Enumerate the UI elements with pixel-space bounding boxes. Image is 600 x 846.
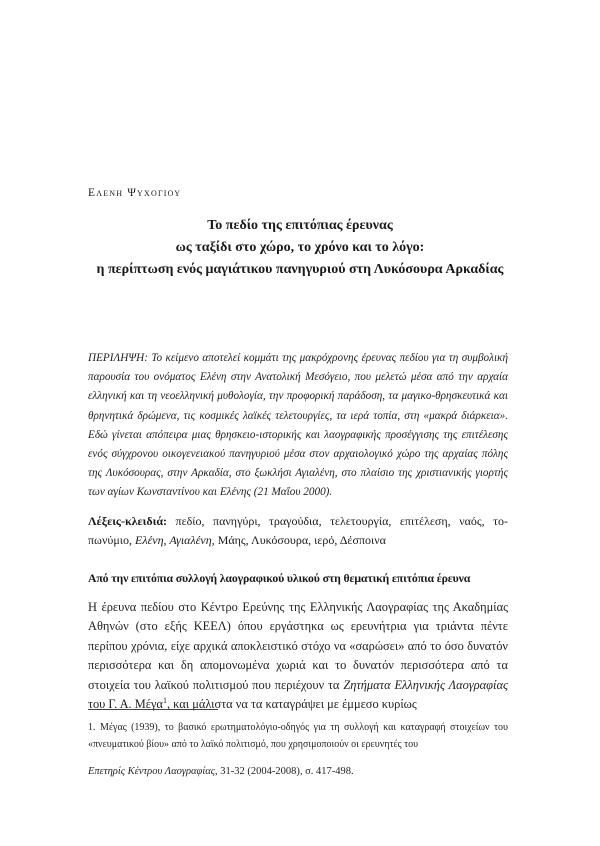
title-line-1: Το πεδίο της επιτόπιας έρευνας bbox=[207, 218, 393, 233]
title-line-3: η περίπτωση ενός μαγιάτικου πανηγυριού στη Λυκόσουρα Αρκαδίας bbox=[96, 262, 504, 277]
journal-name: Επετηρίς Κέντρου Λαογραφίας bbox=[88, 766, 216, 777]
author-name: Ελενη Ψυχογιου bbox=[88, 187, 182, 199]
keywords-text-b: Μάης, Λυκόσουρα, ιερό, Δέσποινα bbox=[214, 533, 386, 547]
footnote-divider bbox=[88, 709, 218, 710]
journal-details: , 31-32 (2004-2008), σ. 417-498. bbox=[215, 766, 354, 777]
section-heading: Από την επιτόπια συλλογή λαογραφικού υλικού στη θεματική επιτόπια έρευνα bbox=[88, 571, 471, 585]
body-text-b: του Γ. Α. Μέγα bbox=[88, 697, 163, 712]
body-text-c: , και μάλιστα να τα καταγράψει με έμμεσο κυρίως bbox=[166, 697, 417, 712]
keywords-italic: Ελένη, Αγιαλένη, bbox=[135, 533, 215, 547]
article-title bbox=[60, 215, 540, 281]
footnote-reference[interactable]: 1 bbox=[162, 695, 167, 705]
journal-citation bbox=[88, 766, 508, 777]
abstract-paragraph: ΠΕΡΙΛΗΨΗ: Το κείμενο αποτελεί κομμάτι της μακρόχρονης έρευνας πεδίου για τη συμβολική παρουσία του ονόματος Ελένη στην Ανατολική Μεσόγειο, που μελετώ μέσα από την αρχαία ελληνική και τη νεοελληνική μυθολογία, την προφορική παράδοση, τα μαγικο-θρησκευτικά και θρηνητικά δρώμενα, τις κοσμικές λαϊκές τελετουργίες, τα ιερά τοπία, στη «μακρά διάρκεια». Εδώ γίνεται απόπειρα μιας θρησκειο-ιστορικής και λαογραφικής προσέγγισης της επιτέλεσης ενός σύγχρονου οικογενειακού πανηγυριού μέσα στον αρχαιολογικό χώρο της αρχαίας πόλης της Λυκόσουρας, στην Αρκαδία, στο ξωκλήσι Αγιαλένη, στο πλαίσιο της χριστιανικής γιορτής των αγίων Κωνσταντίνου και Ελένης (21 Μαΐου 2000). bbox=[88, 352, 508, 499]
footnote: 1. Μέγας (1939), το βασικό ερωτηματολόγιο-οδηγός για τη συλλογή και καταγραφή στοιχείων του «πνευματικού βίου» από το λαϊκό πολιτισμό, που χρησιμοποιούν οι ερευνητές του bbox=[88, 722, 508, 750]
body-paragraph bbox=[88, 598, 508, 714]
body-italic-title: Ζητήματα Ελληνικής Λαογραφίας bbox=[343, 677, 508, 692]
keywords-label: Λέξεις-κλειδιά: bbox=[88, 514, 168, 528]
body-text-a: Η έρευνα πεδίου στο Κέντρο Ερεύνης της Ελληνικής Λαογραφίας της Ακαδημίας Αθηνών (στο εξής ΚΕΕΛ) όπου εργάστηκα ως ερευνήτρια για τριάντα πέντε περίπου χρόνια, είχε αρχικά αποκλειστικό στόχο να «σαρώσει» από το όσο δυνατόν περισσότερα και δη απομονωμένα χωριά και το δυνατόν περισσότερα από τα στοιχεία του λαϊκού πολιτισμού που περιέχουν τα bbox=[88, 600, 508, 692]
keywords-paragraph bbox=[88, 512, 508, 550]
keywords-text-a: πεδίο, πανηγύρι, τραγούδια, τελετουργία, επιτέλεση, ναός, το-πωνύμιο, bbox=[88, 514, 508, 547]
title-line-2: ως ταξίδι στο χώρο, το χρόνο και το λόγο: bbox=[175, 240, 425, 255]
